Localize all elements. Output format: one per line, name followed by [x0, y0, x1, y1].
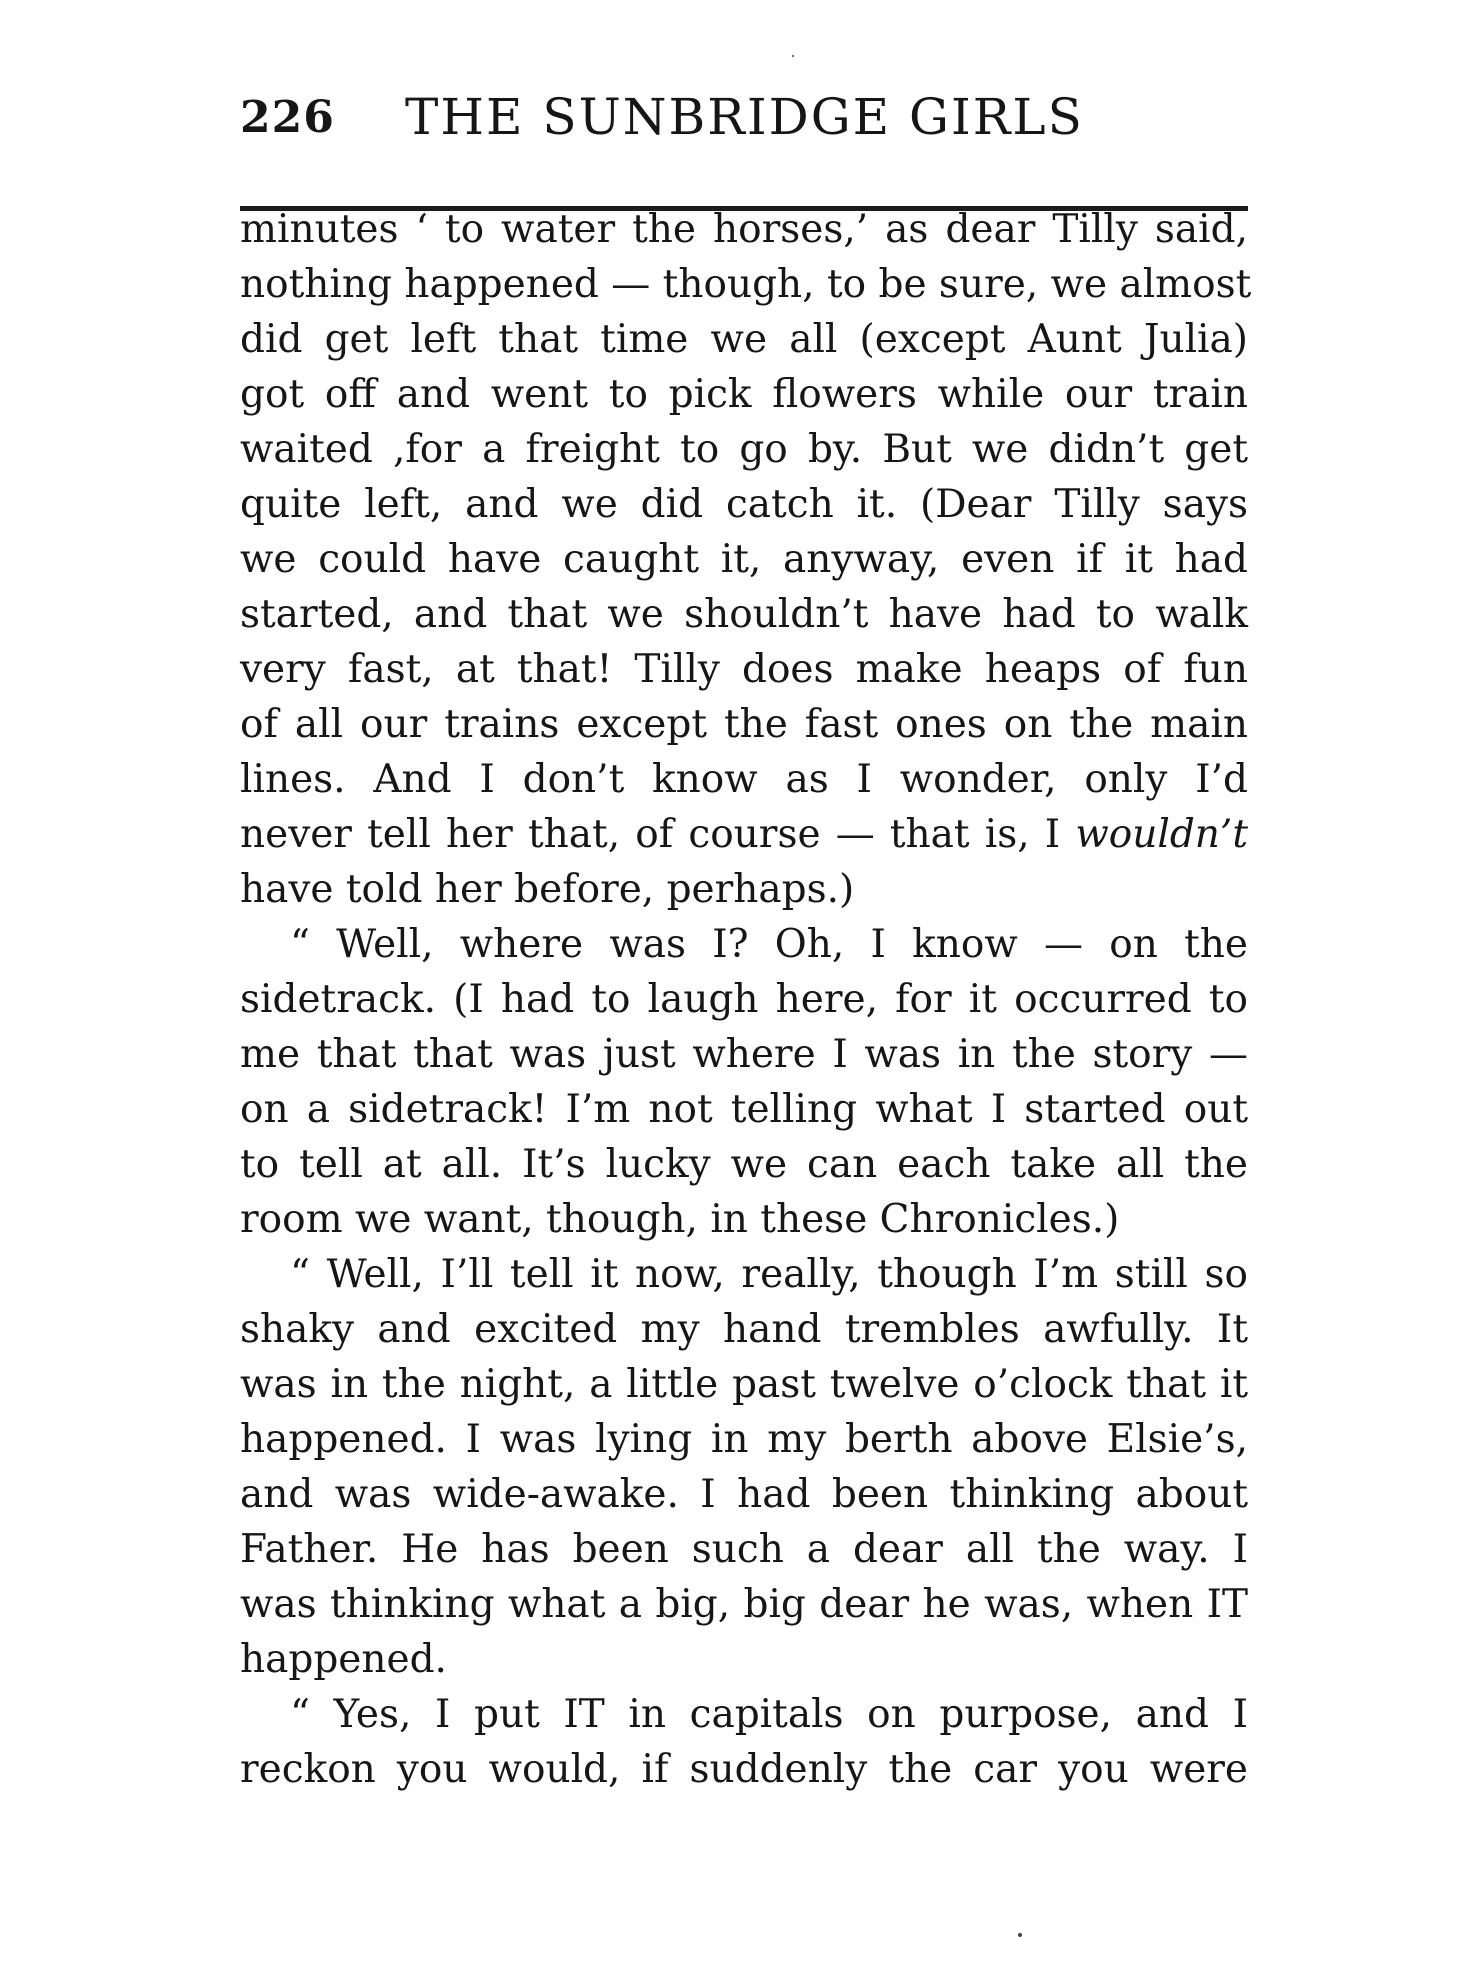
text-line: me that that was just where I was in the story —: [240, 1032, 1248, 1077]
body-text: [240, 202, 1252, 1797]
text-line: happened.: [240, 1637, 447, 1682]
italic-word: wouldn’t: [1075, 812, 1248, 857]
text-line: waited ,for a freight to go by. But we didn’t get: [240, 427, 1248, 472]
text-line: room we want, though, in these Chronicles.): [240, 1197, 1120, 1242]
text-line: quite left, and we did catch it. (Dear Tilly says: [240, 482, 1248, 527]
text-line: was in the night, a little past twelve o’clock that it: [240, 1362, 1248, 1407]
text-line: got off and went to pick flowers while our train: [240, 372, 1248, 417]
text-line: very fast, at that! Tilly does make heaps of fun: [240, 647, 1248, 692]
running-header: [240, 88, 1248, 164]
text-line: nothing happened — though, to be sure, we almost: [240, 262, 1252, 307]
text-line: minutes ‘ to water the horses,’ as dear Tilly said,: [240, 207, 1248, 252]
text-line: reckon you would, if suddenly the car you were: [240, 1747, 1248, 1792]
scan-speck: [792, 55, 794, 57]
text-line: “ Well, where was I? Oh, I know — on the: [290, 922, 1248, 967]
text-line: “ Yes, I put IT in capitals on purpose, and I: [290, 1692, 1248, 1737]
text-line-with-italic: [240, 807, 1248, 862]
text-segment: never tell her that, of course — that is, I: [240, 812, 1061, 857]
text-line: to tell at all. It’s lucky we can each take all the: [240, 1142, 1248, 1187]
text-line: “ Well, I’ll tell it now, really, though I’m still so: [290, 1252, 1248, 1297]
text-line: we could have caught it, anyway, even if it had: [240, 537, 1248, 582]
text-line: have told her before, perhaps.): [240, 867, 855, 912]
text-line: was thinking what a big, big dear he was, when IT: [240, 1582, 1248, 1627]
text-line: on a sidetrack! I’m not telling what I started out: [240, 1087, 1248, 1132]
text-line: and was wide-awake. I had been thinking about: [240, 1472, 1248, 1517]
text-line: did get left that time we all (except Aunt Julia): [240, 317, 1248, 362]
text-line: of all our trains except the fast ones on the main: [240, 702, 1248, 747]
page-number: 226: [240, 92, 335, 143]
text-line: Father. He has been such a dear all the way. I: [240, 1527, 1248, 1572]
text-line: happened. I was lying in my berth above Elsie’s,: [240, 1417, 1248, 1462]
running-title: THE SUNBRIDGE GIRLS: [405, 88, 1084, 146]
text-line: sidetrack. (I had to laugh here, for it occurred to: [240, 977, 1248, 1022]
text-line: started, and that we shouldn’t have had to walk: [240, 592, 1248, 637]
text-line: shaky and excited my hand trembles awfully. It: [240, 1307, 1248, 1352]
scan-speck: [1018, 1933, 1022, 1937]
text-line: lines. And I don’t know as I wonder, only I’d: [240, 757, 1248, 802]
